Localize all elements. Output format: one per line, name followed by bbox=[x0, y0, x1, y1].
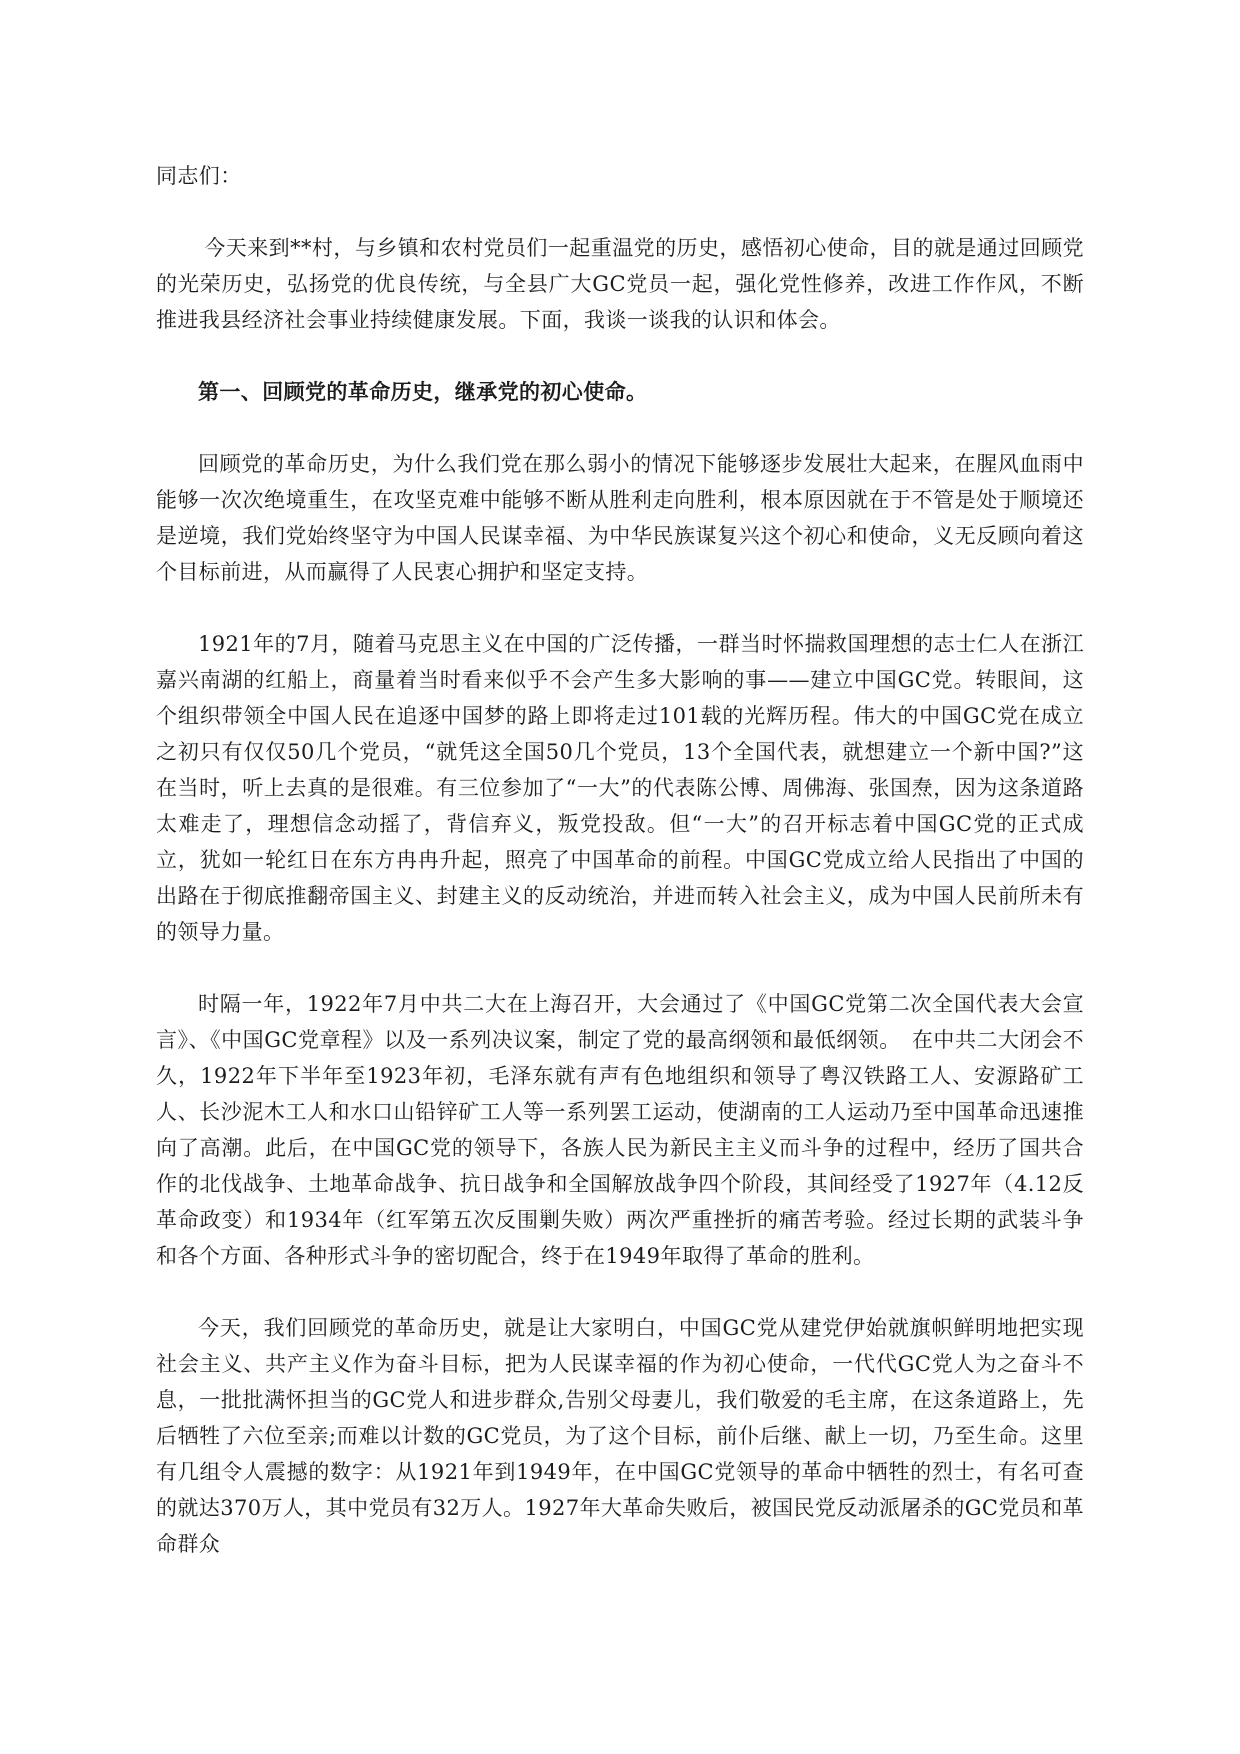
body-paragraph: 时隔一年，1922年7月中共二大在上海召开，大会通过了《中国GC党第二次全国代表大会宣言》、《中国GC党章程》以及一系列决议案，制定了党的最高纲领和最低纲领。 在中共二大闭会不久，1922年下半年至1923年初，毛泽东就有声有色地组织和领导了粤汉铁路工人、安源路矿工人、长沙泥木工人和水口山铅锌矿工人等一系列罢工运动，使湖南的工人运动乃至中国革命迅速推向了高潮。此后，在中国GC党的领导下，各族人民为新民主主义而斗争的过程中，经历了国共合作的北伐战争、土地革命战争、抗日战争和全国解放战争四个阶段，其间经受了1927年（4.12反革命政变）和1934年（红军第五次反围剿失败）两次严重挫折的痛苦考验。经过长期的武装斗争和各个方面、各种形式斗争的密切配合，终于在1949年取得了革命的胜利。 bbox=[156, 992, 1084, 1268]
body-paragraph: 1921年的7月，随着马克思主义在中国的广泛传播，一群当时怀揣救国理想的志士仁人在浙江嘉兴南湖的红船上，商量着当时看来似乎不会产生多大影响的事——建立中国GC党。转眼间，这个组织带领全中国人民在追逐中国梦的路上即将走过101载的光辉历程。伟大的中国GC党在成立之初只有仅仅50几个党员，“就凭这全国50几个党员，13个全国代表，就想建立一个新中国?”这在当时，听上去真的是很难。有三位参加了“一大”的代表陈公博、周佛海、张国焘，因为这条道路太难走了，理想信念动摇了，背信弃义，叛党投敌。但“一大”的召开标志着中国GC党的正式成立，犹如一轮红日在东方冉冉升起，照亮了中国革命的前程。中国GC党成立给人民指出了中国的出路在于彻底推翻帝国主义、封建主义的反动统治，并进而转入社会主义，成为中国人民前所未有的领导力量。 bbox=[156, 632, 1084, 944]
body-paragraph: 今天，我们回顾党的革命历史，就是让大家明白，中国GC党从建党伊始就旗帜鲜明地把实现社会主义、共产主义作为奋斗目标，把为人民谋幸福的作为初心使命，一代代GC党人为之奋斗不息，一批批满怀担当的GC党人和进步群众,告别父母妻儿，我们敬爱的毛主席，在这条道路上，先后牺牲了六位至亲;而难以计数的GC党员，为了这个目标，前仆后继、献上一切，乃至生命。这里有几组令人震撼的数字：从1921年到1949年，在中国GC党领导的革命中牺牲的烈士，有名可查的就达370万人，其中党员有32万人。1927年大革命失败后，被国民党反动派屠杀的GC党员和革命群众 bbox=[156, 1316, 1084, 1556]
intro-paragraph: 今天来到**村，与乡镇和农村党员们一起重温党的历史，感悟初心使命，目的就是通过回顾党的光荣历史，弘扬党的优良传统，与全县广大GC党员一起，强化党性修养，改进工作作风，不断推进我县经济社会事业持续健康发展。下面，我谈一谈我的认识和体会。 bbox=[156, 236, 1084, 332]
body-paragraph: 回顾党的革命历史，为什么我们党在那么弱小的情况下能够逐步发展壮大起来，在腥风血雨中能够一次次绝境重生，在攻坚克难中能够不断从胜利走向胜利，根本原因就在于不管是处于顺境还是逆境，我们党始终坚守为中国人民谋幸福、为中华民族谋复兴这个初心和使命，义无反顾向着这个目标前进，从而赢得了人民衷心拥护和坚定支持。 bbox=[156, 452, 1084, 584]
section-heading: 第一、回顾党的革命历史，继承党的初心使命。 bbox=[198, 379, 648, 404]
salutation: 同志们： bbox=[156, 164, 242, 188]
